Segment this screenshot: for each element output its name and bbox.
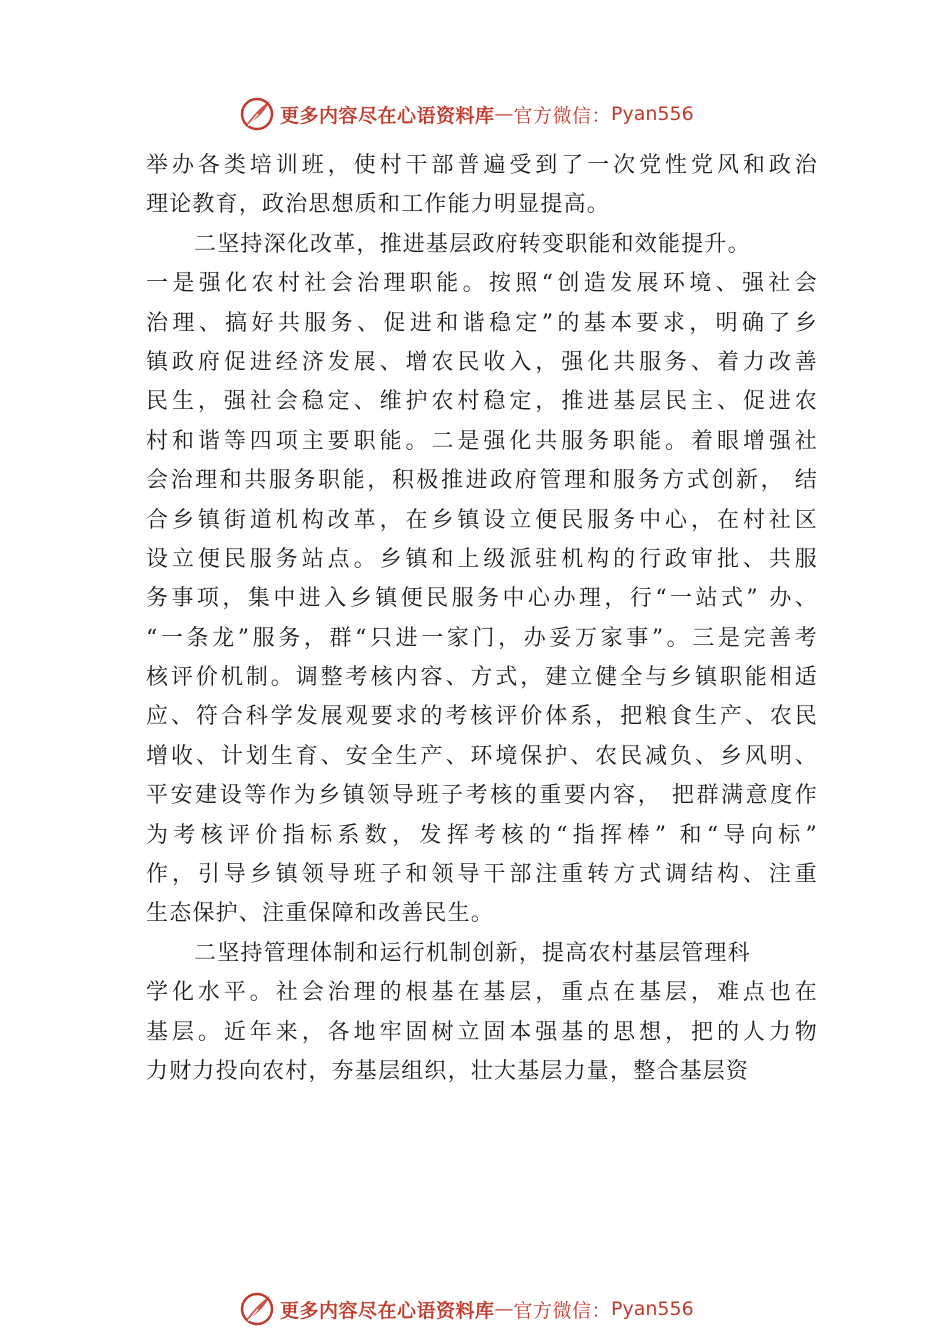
text-line: 务事项，集中进入乡镇便民服务中心办理，行“一站式” 办、 — [146, 586, 818, 612]
text-line: 举办各类培训班，使村干部普遍受到了一次党性党风和政治 — [146, 153, 818, 178]
text-line: 镇政府促进经济发展、增农民收入，强化共服务、着力改善 — [146, 349, 818, 375]
text-line: 设立便民服务站点。乡镇和上级派驻机构的行政审批、共服 — [146, 546, 818, 572]
banner-dash: — — [494, 103, 514, 125]
header-banner — [238, 94, 738, 134]
text-line: 力财力投向农村，夯基层组织，壮大基层力量，整合基层资 — [146, 1058, 750, 1084]
text-line: 二坚持深化改革，推进基层政府转变职能和效能提升。 — [194, 231, 751, 257]
text-line: 基层。近年来，各地牢固树立固本强基的思想，把的人力物 — [146, 1019, 818, 1045]
banner-wechat-label: 官方微信： — [513, 104, 612, 127]
banner-wechat-id: Pyan556 — [611, 103, 694, 125]
banner-wechat-label: 官方微信： — [513, 1299, 612, 1322]
quill-logo-icon — [238, 95, 276, 133]
text-line: 生态保护、注重保障和改善民生。 — [146, 901, 495, 927]
text-line: 村和谐等四项主要职能。二是强化共服务职能。着眼增强社 — [146, 428, 818, 454]
text-line: 作，引导乡镇领导班子和领导干部注重转方式调结构、注重 — [146, 862, 818, 888]
text-line: 理论教育，政治思想质和工作能力明显提高。 — [146, 192, 611, 218]
banner-site-text: 更多内容尽在心语资料库 — [280, 104, 495, 127]
text-line: 应、符合科学发展观要求的考核评价体系，把粮食生产、农民 — [146, 704, 818, 730]
text-line: 为考核评价指标系数，发挥考核的“指挥棒” 和“导向标” — [146, 822, 818, 848]
banner-wechat-id: Pyan556 — [611, 1298, 694, 1320]
text-line: 学化水平。社会治理的根基在基层，重点在基层，难点也在 — [146, 980, 818, 1006]
banner-site-text: 更多内容尽在心语资料库 — [280, 1299, 495, 1322]
banner-dash: — — [494, 1298, 514, 1320]
text-line: 治理、搞好共服务、促进和谐稳定”的基本要求，明确了乡 — [146, 310, 818, 336]
text-line: “一条龙”服务，群“只进一家门，办妥万家事”。三是完善考 — [146, 625, 818, 651]
text-line: 核评价机制。调整考核内容、方式，建立健全与乡镇职能相适 — [146, 665, 818, 691]
text-line: 一是强化农村社会治理职能。按照“创造发展环境、强社会 — [146, 271, 818, 297]
footer-banner — [238, 1289, 738, 1329]
text-line: 二坚持管理体制和运行机制创新，提高农村基层管理科 — [194, 940, 751, 966]
text-line: 民生，强社会稳定、维护农村稳定，推进基层民主、促进农 — [146, 389, 818, 415]
text-line: 合乡镇街道机构改革，在乡镇设立便民服务中心，在村社区 — [146, 507, 818, 533]
document-body — [146, 146, 818, 1091]
text-line: 平安建设等作为乡镇领导班子考核的重要内容， 把群满意度作 — [146, 783, 818, 809]
text-line: 会治理和共服务职能，积极推进政府管理和服务方式创新， 结 — [146, 468, 818, 494]
text-line: 增收、计划生育、安全生产、环境保护、农民减负、乡风明、 — [146, 743, 818, 769]
quill-logo-icon — [238, 1290, 276, 1328]
